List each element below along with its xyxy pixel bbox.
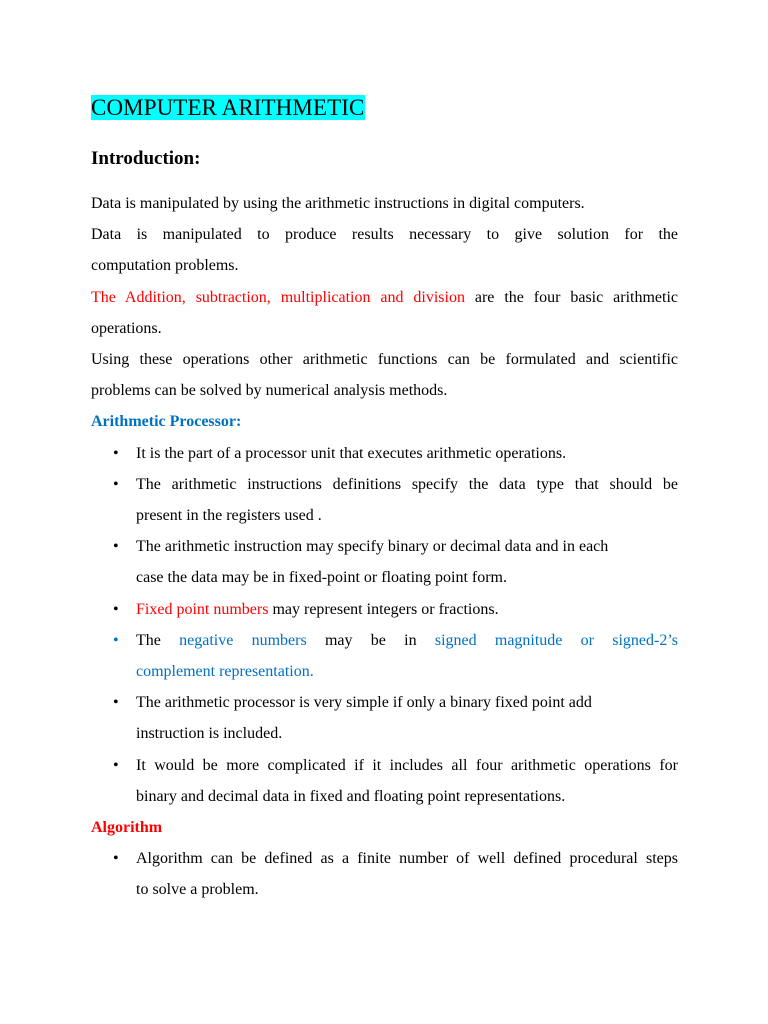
list-item-text-line-2: case the data may be in fixed-point or floating point form. (136, 569, 507, 587)
list-item (91, 438, 678, 469)
intro-paragraph-2-line-2: computation problems. (91, 257, 239, 275)
algorithm-bullet-list (91, 843, 678, 905)
list-item (91, 469, 678, 531)
list-item (91, 843, 678, 905)
list-item (91, 750, 678, 812)
bullet-icon: • (113, 538, 119, 556)
list-item-text-line-1: The arithmetic processor is very simple if only a binary fixed point add (136, 694, 592, 712)
intro-paragraph-2 (91, 219, 678, 281)
complement-representation-highlight: complement representation. (136, 663, 314, 681)
bullet-icon: • (113, 756, 119, 774)
bullet-icon: • (113, 444, 119, 462)
intro-paragraph-2-line-1: Data is manipulated to produce results necessary to give solution for the (91, 226, 678, 244)
negative-numbers-highlight: negative numbers (179, 631, 307, 649)
intro-paragraph-3 (91, 282, 678, 344)
bullet-icon: • (113, 850, 119, 868)
list-item-text-line-2: present in the registers used . (136, 507, 322, 525)
list-item (91, 687, 678, 749)
bullet-icon: • (113, 694, 119, 712)
introduction-heading: Introduction: (91, 148, 201, 169)
list-item-text-line-2: binary and decimal data in fixed and floating point representations. (136, 787, 566, 805)
basic-operations-rest: are the four basic arithmetic (464, 288, 679, 306)
intro-paragraph-4-line-1: Using these operations other arithmetic functions can be formulated and scientific (91, 351, 678, 369)
arithmetic-processor-heading: Arithmetic Processor: (91, 413, 242, 431)
document-body (91, 188, 678, 906)
intro-paragraph-3-line-2: operations. (91, 319, 162, 337)
list-item-text-line-1: The arithmetic instructions definitions specify the data type that should be (136, 475, 678, 493)
bullet-icon: • (113, 475, 119, 493)
list-item-text-line-1: Algorithm can be defined as a finite number of well defined procedural steps (136, 850, 678, 868)
negative-may-be-in: may be in (324, 631, 417, 649)
intro-paragraph-3-line-1 (91, 282, 678, 313)
title-highlight: COMPUTER ARITHMETIC (91, 95, 365, 120)
list-item-text-line-2: to solve a problem. (136, 881, 259, 899)
algorithm-heading: Algorithm (91, 819, 163, 837)
document-title (91, 93, 367, 123)
list-item (91, 594, 678, 625)
signed-magnitude-highlight: signed magnitude or signed-2’s (434, 631, 679, 649)
list-item-text: may represent integers or fractions. (268, 600, 499, 618)
list-item (91, 531, 678, 593)
intro-paragraph-4-line-2: problems can be solved by numerical analysis methods. (91, 382, 448, 400)
list-item-text: It is the part of a processor unit that executes arithmetic operations. (136, 444, 567, 462)
list-item-text-line-1 (136, 625, 678, 656)
fixed-point-numbers-highlight: Fixed point numbers (136, 600, 269, 618)
bullet-icon: • (113, 631, 119, 649)
negative-the: The (136, 631, 161, 649)
list-item-text-line-2: instruction is included. (136, 725, 283, 743)
intro-paragraph-1: Data is manipulated by using the arithmetic instructions in digital computers. (91, 195, 585, 212)
processor-bullet-list (91, 438, 678, 812)
list-item-text-line-1: It would be more complicated if it includes all four arithmetic operations for (136, 756, 678, 774)
list-item-text-line-1: The arithmetic instruction may specify binary or decimal data and in each (136, 538, 609, 556)
intro-paragraph-4 (91, 344, 678, 406)
list-item (91, 625, 678, 687)
basic-operations-highlight: The Addition, subtraction, multiplication and division (91, 288, 465, 306)
bullet-icon: • (113, 600, 119, 618)
